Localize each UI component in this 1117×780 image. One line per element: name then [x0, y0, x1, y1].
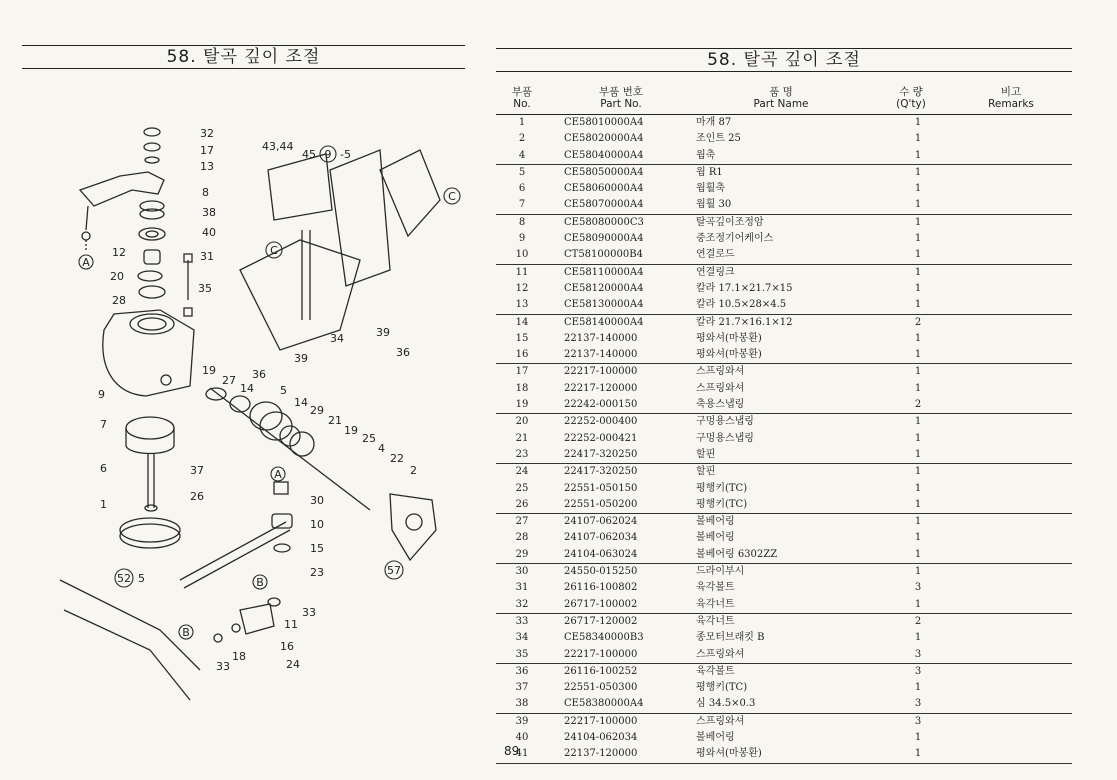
part-qty: 3: [914, 582, 922, 594]
part-qty: 1: [914, 183, 922, 195]
part-code: 22217-100000: [564, 715, 638, 727]
part-code: CE58070000A4: [564, 199, 644, 211]
svg-text:B: B: [182, 626, 190, 639]
table-row: [496, 597, 1072, 614]
svg-text:-5: -5: [340, 148, 351, 161]
header-part-no: Part No.: [600, 98, 642, 110]
part-code: 22242-000150: [564, 399, 638, 411]
table-row: [496, 564, 1072, 580]
svg-text:10: 10: [310, 518, 324, 531]
part-code: 26717-120002: [564, 615, 638, 627]
part-code: CE58010000A4: [564, 117, 644, 128]
svg-text:32: 32: [200, 127, 214, 140]
svg-text:30: 30: [310, 494, 324, 507]
svg-text:9: 9: [98, 388, 105, 401]
svg-text:B: B: [256, 576, 264, 589]
part-code: 22137-140000: [564, 349, 638, 361]
part-qty: 1: [914, 299, 922, 311]
part-number-index: 13: [515, 299, 529, 311]
part-number-index: 33: [515, 615, 529, 627]
part-name: 볼베어링: [696, 532, 735, 544]
part-qty: 1: [914, 498, 922, 510]
svg-text:33: 33: [216, 660, 230, 673]
header-remarks-korean: 비고: [1000, 86, 1022, 98]
table-row: [496, 746, 1072, 763]
table-row: [496, 730, 1072, 746]
part-qty: 3: [914, 648, 922, 660]
svg-text:27: 27: [222, 374, 236, 387]
part-code: CT58100000B4: [564, 249, 643, 261]
part-name: 웜 R1: [696, 166, 723, 178]
svg-text:45: 45: [302, 148, 316, 161]
part-code: 22252-000421: [564, 432, 638, 444]
svg-text:C: C: [448, 190, 456, 203]
part-code: CE58340000B3: [564, 632, 644, 644]
table-row: [496, 414, 1072, 430]
part-qty: 1: [914, 149, 922, 161]
table-row: [496, 680, 1072, 696]
part-qty: 1: [914, 416, 922, 428]
header-part-name: Part Name: [753, 98, 809, 110]
part-name: 육각볼트: [696, 582, 735, 594]
table-row: [496, 181, 1072, 197]
part-name: 웜휠 30: [696, 199, 732, 211]
svg-text:39: 39: [376, 326, 390, 339]
part-name: 평와셔(마봉환): [696, 332, 762, 344]
part-name: 연결링크: [696, 266, 735, 278]
svg-text:17: 17: [200, 144, 214, 157]
part-name: 드라이부시: [696, 566, 745, 578]
table-row: [496, 381, 1072, 397]
part-qty: 1: [914, 598, 922, 610]
part-name: 육각볼트: [696, 665, 735, 677]
svg-text:A: A: [82, 256, 90, 269]
part-qty: 1: [914, 432, 922, 444]
part-number-index: 10: [515, 249, 529, 261]
part-qty: 2: [914, 399, 922, 411]
part-name: 볼베어링: [696, 731, 735, 743]
part-number-index: 26: [515, 498, 529, 510]
part-qty: 1: [914, 166, 922, 178]
part-number-index: 12: [515, 282, 529, 294]
part-name: 연결로드: [696, 249, 735, 261]
table-row: [496, 630, 1072, 646]
part-code: CE58090000A4: [564, 233, 644, 245]
header-part-name-korean: 품 명: [769, 86, 793, 98]
part-qty: 1: [914, 216, 922, 228]
table-row: [496, 664, 1072, 680]
svg-text:34: 34: [330, 332, 344, 345]
part-qty: 1: [914, 682, 922, 694]
header-part-no-korean: 부품 번호: [599, 86, 643, 98]
part-number-index: 19: [515, 399, 529, 411]
part-number-index: 39: [515, 715, 529, 727]
part-code: CE58040000A4: [564, 149, 644, 161]
right-page: [480, 0, 1117, 780]
table-row: [496, 281, 1072, 297]
svg-text:20: 20: [110, 270, 124, 283]
exploded-parts-diagram: [40, 110, 480, 710]
table-row: [496, 315, 1072, 331]
svg-text:39: 39: [294, 352, 308, 365]
left-page-title: 58. 탈곡 깊이 조절: [22, 45, 465, 69]
part-name: 웜휠축: [696, 183, 725, 195]
table-row: [496, 115, 1072, 131]
table-row: [496, 331, 1072, 347]
part-number-index: 28: [515, 532, 529, 544]
table-row: [496, 514, 1072, 530]
table-row: [496, 215, 1072, 231]
table-row: [496, 297, 1072, 314]
table-row: [496, 580, 1072, 596]
part-number-index: 20: [515, 416, 529, 428]
part-qty: 1: [914, 199, 922, 211]
table-row: [496, 447, 1072, 464]
part-qty: 1: [914, 448, 922, 460]
part-qty: 1: [914, 566, 922, 578]
svg-text:36: 36: [252, 368, 266, 381]
part-code: 22417-320250: [564, 466, 638, 478]
svg-text:5: 5: [138, 572, 145, 585]
table-row: [496, 431, 1072, 447]
part-code: 24104-062034: [564, 731, 638, 743]
part-number-index: 17: [515, 366, 529, 378]
part-qty: 1: [914, 266, 922, 278]
part-qty: 1: [914, 466, 922, 478]
parts-table: [496, 114, 1072, 764]
table-row: [496, 197, 1072, 214]
svg-text:19: 19: [344, 424, 358, 437]
part-code: 24104-063024: [564, 548, 638, 560]
part-number-index: 34: [515, 632, 529, 644]
part-code: 26116-100802: [564, 582, 638, 594]
part-qty: 1: [914, 748, 922, 760]
part-number-index: 11: [515, 266, 529, 278]
part-number-index: 18: [515, 382, 529, 394]
part-name: 볼베어링 6302ZZ: [696, 548, 778, 560]
part-code: 22137-140000: [564, 332, 638, 344]
svg-text:4: 4: [378, 442, 385, 455]
part-number-index: 14: [515, 316, 529, 328]
left-page: [0, 0, 480, 780]
part-name: 구멍용스냅링: [696, 432, 754, 444]
part-name: 육각너트: [696, 598, 735, 610]
part-name: 스프링와셔: [696, 366, 745, 378]
part-number-index: 1: [518, 117, 526, 128]
part-name: 칼라 17.1×21.7×15: [696, 282, 793, 294]
part-number-index: 4: [518, 149, 526, 161]
table-row: [496, 364, 1072, 380]
part-code: 22217-120000: [564, 382, 638, 394]
part-number-index: 38: [515, 698, 529, 710]
part-number-index: 24: [515, 466, 529, 478]
svg-text:28: 28: [112, 294, 126, 307]
svg-text:14: 14: [294, 396, 308, 409]
part-name: 축용스냅링: [696, 399, 745, 411]
part-qty: 3: [914, 665, 922, 677]
header-qty: (Q'ty): [896, 98, 926, 110]
part-name: 중조정기어케이스: [696, 233, 774, 245]
part-qty: 1: [914, 282, 922, 294]
part-name: 칼라 21.7×16.1×12: [696, 316, 793, 328]
svg-text:35: 35: [198, 282, 212, 295]
part-code: 24107-062024: [564, 516, 638, 528]
part-name: 스프링와셔: [696, 648, 745, 660]
table-header: [496, 86, 1072, 114]
part-number-index: 35: [515, 648, 529, 660]
table-row: [496, 481, 1072, 497]
part-name: 할핀: [696, 466, 716, 478]
svg-text:18: 18: [232, 650, 246, 663]
part-number-index: 9: [518, 233, 526, 245]
svg-text:15: 15: [310, 542, 324, 555]
table-row: [496, 530, 1072, 546]
part-number-index: 29: [515, 548, 529, 560]
part-qty: 2: [914, 316, 922, 328]
svg-text:7: 7: [100, 418, 107, 431]
table-row: [496, 696, 1072, 713]
part-name: 스프링와셔: [696, 715, 745, 727]
part-qty: 1: [914, 249, 922, 261]
svg-text:37: 37: [190, 464, 204, 477]
part-name: 평와셔(마봉환): [696, 748, 762, 760]
part-number-index: 8: [518, 216, 526, 228]
table-row: [496, 131, 1072, 147]
svg-text:11: 11: [284, 618, 298, 631]
part-name: 평행키(TC): [696, 682, 748, 694]
svg-text:57: 57: [387, 564, 401, 577]
table-row: [496, 265, 1072, 281]
part-qty: 1: [914, 516, 922, 528]
part-name: 스프링와셔: [696, 382, 745, 394]
right-page-title: 58. 탈곡 깊이 조절: [496, 48, 1072, 72]
part-qty: 1: [914, 548, 922, 560]
header-qty-korean: 수 량: [899, 86, 923, 98]
header-remarks: Remarks: [988, 98, 1034, 110]
table-row: [496, 247, 1072, 264]
part-code: CE58110000A4: [564, 266, 644, 278]
table-row: [496, 647, 1072, 664]
part-number-index: 40: [515, 731, 529, 743]
table-row: [496, 148, 1072, 165]
part-code: 22252-000400: [564, 416, 638, 428]
table-row: [496, 614, 1072, 630]
table-row: [496, 397, 1072, 414]
part-name: 할핀: [696, 448, 716, 460]
part-code: CE58060000A4: [564, 183, 644, 195]
part-qty: 1: [914, 482, 922, 494]
svg-text:33: 33: [302, 606, 316, 619]
part-number-index: 7: [518, 199, 526, 211]
svg-text:21: 21: [328, 414, 342, 427]
part-number-index: 36: [515, 665, 529, 677]
part-qty: 1: [914, 133, 922, 145]
part-number-index: 27: [515, 516, 529, 528]
part-code: 24550-015250: [564, 566, 638, 578]
svg-text:14: 14: [240, 382, 254, 395]
part-code: 22551-050200: [564, 498, 638, 510]
part-name: 조인트 25: [696, 133, 741, 145]
part-number-index: 16: [515, 349, 529, 361]
svg-text:2: 2: [410, 464, 417, 477]
svg-text:6: 6: [100, 462, 107, 475]
part-qty: 1: [914, 632, 922, 644]
svg-text:12: 12: [112, 246, 126, 259]
part-number-index: 30: [515, 566, 529, 578]
part-name: 종모터브래킷 B: [696, 632, 765, 644]
svg-text:19: 19: [202, 364, 216, 377]
part-code: 22217-100000: [564, 648, 638, 660]
svg-text:13: 13: [200, 160, 214, 173]
svg-text:26: 26: [190, 490, 204, 503]
part-code: 22551-050300: [564, 682, 638, 694]
part-name: 구멍용스냅링: [696, 416, 754, 428]
svg-text:C: C: [270, 244, 278, 257]
svg-text:25: 25: [362, 432, 376, 445]
part-number-index: 2: [518, 133, 526, 145]
part-code: 26116-100252: [564, 665, 638, 677]
part-number-index: 41: [515, 748, 529, 760]
svg-text:38: 38: [202, 206, 216, 219]
svg-text:5: 5: [280, 384, 287, 397]
part-qty: 1: [914, 366, 922, 378]
part-name: 탈곡깊이조정암: [696, 216, 764, 228]
part-code: CE58380000A4: [564, 698, 644, 710]
part-number-index: 23: [515, 448, 529, 460]
part-code: 24107-062034: [564, 532, 638, 544]
part-code: CE58020000A4: [564, 133, 644, 145]
part-name: 평행키(TC): [696, 498, 748, 510]
part-name: 웜축: [696, 149, 716, 161]
svg-text:23: 23: [310, 566, 324, 579]
header-no: No.: [513, 98, 531, 110]
svg-text:24: 24: [286, 658, 300, 671]
svg-text:9: 9: [324, 148, 332, 161]
table-row: [496, 347, 1072, 364]
part-qty: 1: [914, 233, 922, 245]
part-name: 평행키(TC): [696, 482, 748, 494]
part-qty: 1: [914, 731, 922, 743]
svg-text:8: 8: [202, 186, 209, 199]
svg-text:52: 52: [117, 572, 131, 585]
part-code: CE58130000A4: [564, 299, 644, 311]
table-row: [496, 497, 1072, 514]
part-number-index: 37: [515, 682, 529, 694]
part-qty: 3: [914, 715, 922, 727]
part-code: CE58050000A4: [564, 166, 644, 178]
part-code: CE58080000C3: [564, 216, 644, 228]
part-code: 22217-100000: [564, 366, 638, 378]
svg-text:1: 1: [100, 498, 107, 511]
part-code: CE58120000A4: [564, 282, 644, 294]
part-code: 22417-320250: [564, 448, 638, 460]
part-code: CE58140000A4: [564, 316, 644, 328]
part-name: 심 34.5×0.3: [696, 698, 756, 710]
svg-text:40: 40: [202, 226, 216, 239]
part-code: 22551-050150: [564, 482, 638, 494]
part-qty: 1: [914, 117, 922, 128]
part-name: 마개 87: [696, 117, 732, 128]
svg-text:16: 16: [280, 640, 294, 653]
svg-text:22: 22: [390, 452, 404, 465]
part-code: 22137-120000: [564, 748, 638, 760]
table-row: [496, 231, 1072, 247]
page-number: 89: [504, 744, 520, 758]
part-number-index: 15: [515, 332, 529, 344]
part-qty: 1: [914, 382, 922, 394]
part-name: 칼라 10.5×28×4.5: [696, 299, 787, 311]
part-number-index: 25: [515, 482, 529, 494]
part-qty: 1: [914, 332, 922, 344]
header-no-korean: 부품: [511, 86, 533, 98]
svg-text:31: 31: [200, 250, 214, 263]
part-name: 평와셔(마봉환): [696, 349, 762, 361]
part-qty: 1: [914, 532, 922, 544]
part-number-index: 6: [518, 183, 526, 195]
svg-text:36: 36: [396, 346, 410, 359]
table-row: [496, 547, 1072, 564]
svg-text:29: 29: [310, 404, 324, 417]
svg-text:A: A: [274, 468, 282, 481]
part-qty: 3: [914, 698, 922, 710]
part-name: 육각너트: [696, 615, 735, 627]
part-number-index: 31: [515, 582, 529, 594]
table-row: [496, 165, 1072, 181]
part-name: 볼베어링: [696, 516, 735, 528]
table-row: [496, 714, 1072, 730]
svg-text:43,44: 43,44: [262, 140, 294, 153]
part-number-index: 5: [518, 166, 526, 178]
part-code: 26717-100002: [564, 598, 638, 610]
part-number-index: 32: [515, 598, 529, 610]
part-qty: 2: [914, 615, 922, 627]
part-number-index: 21: [515, 432, 529, 444]
part-qty: 1: [914, 349, 922, 361]
table-row: [496, 464, 1072, 480]
